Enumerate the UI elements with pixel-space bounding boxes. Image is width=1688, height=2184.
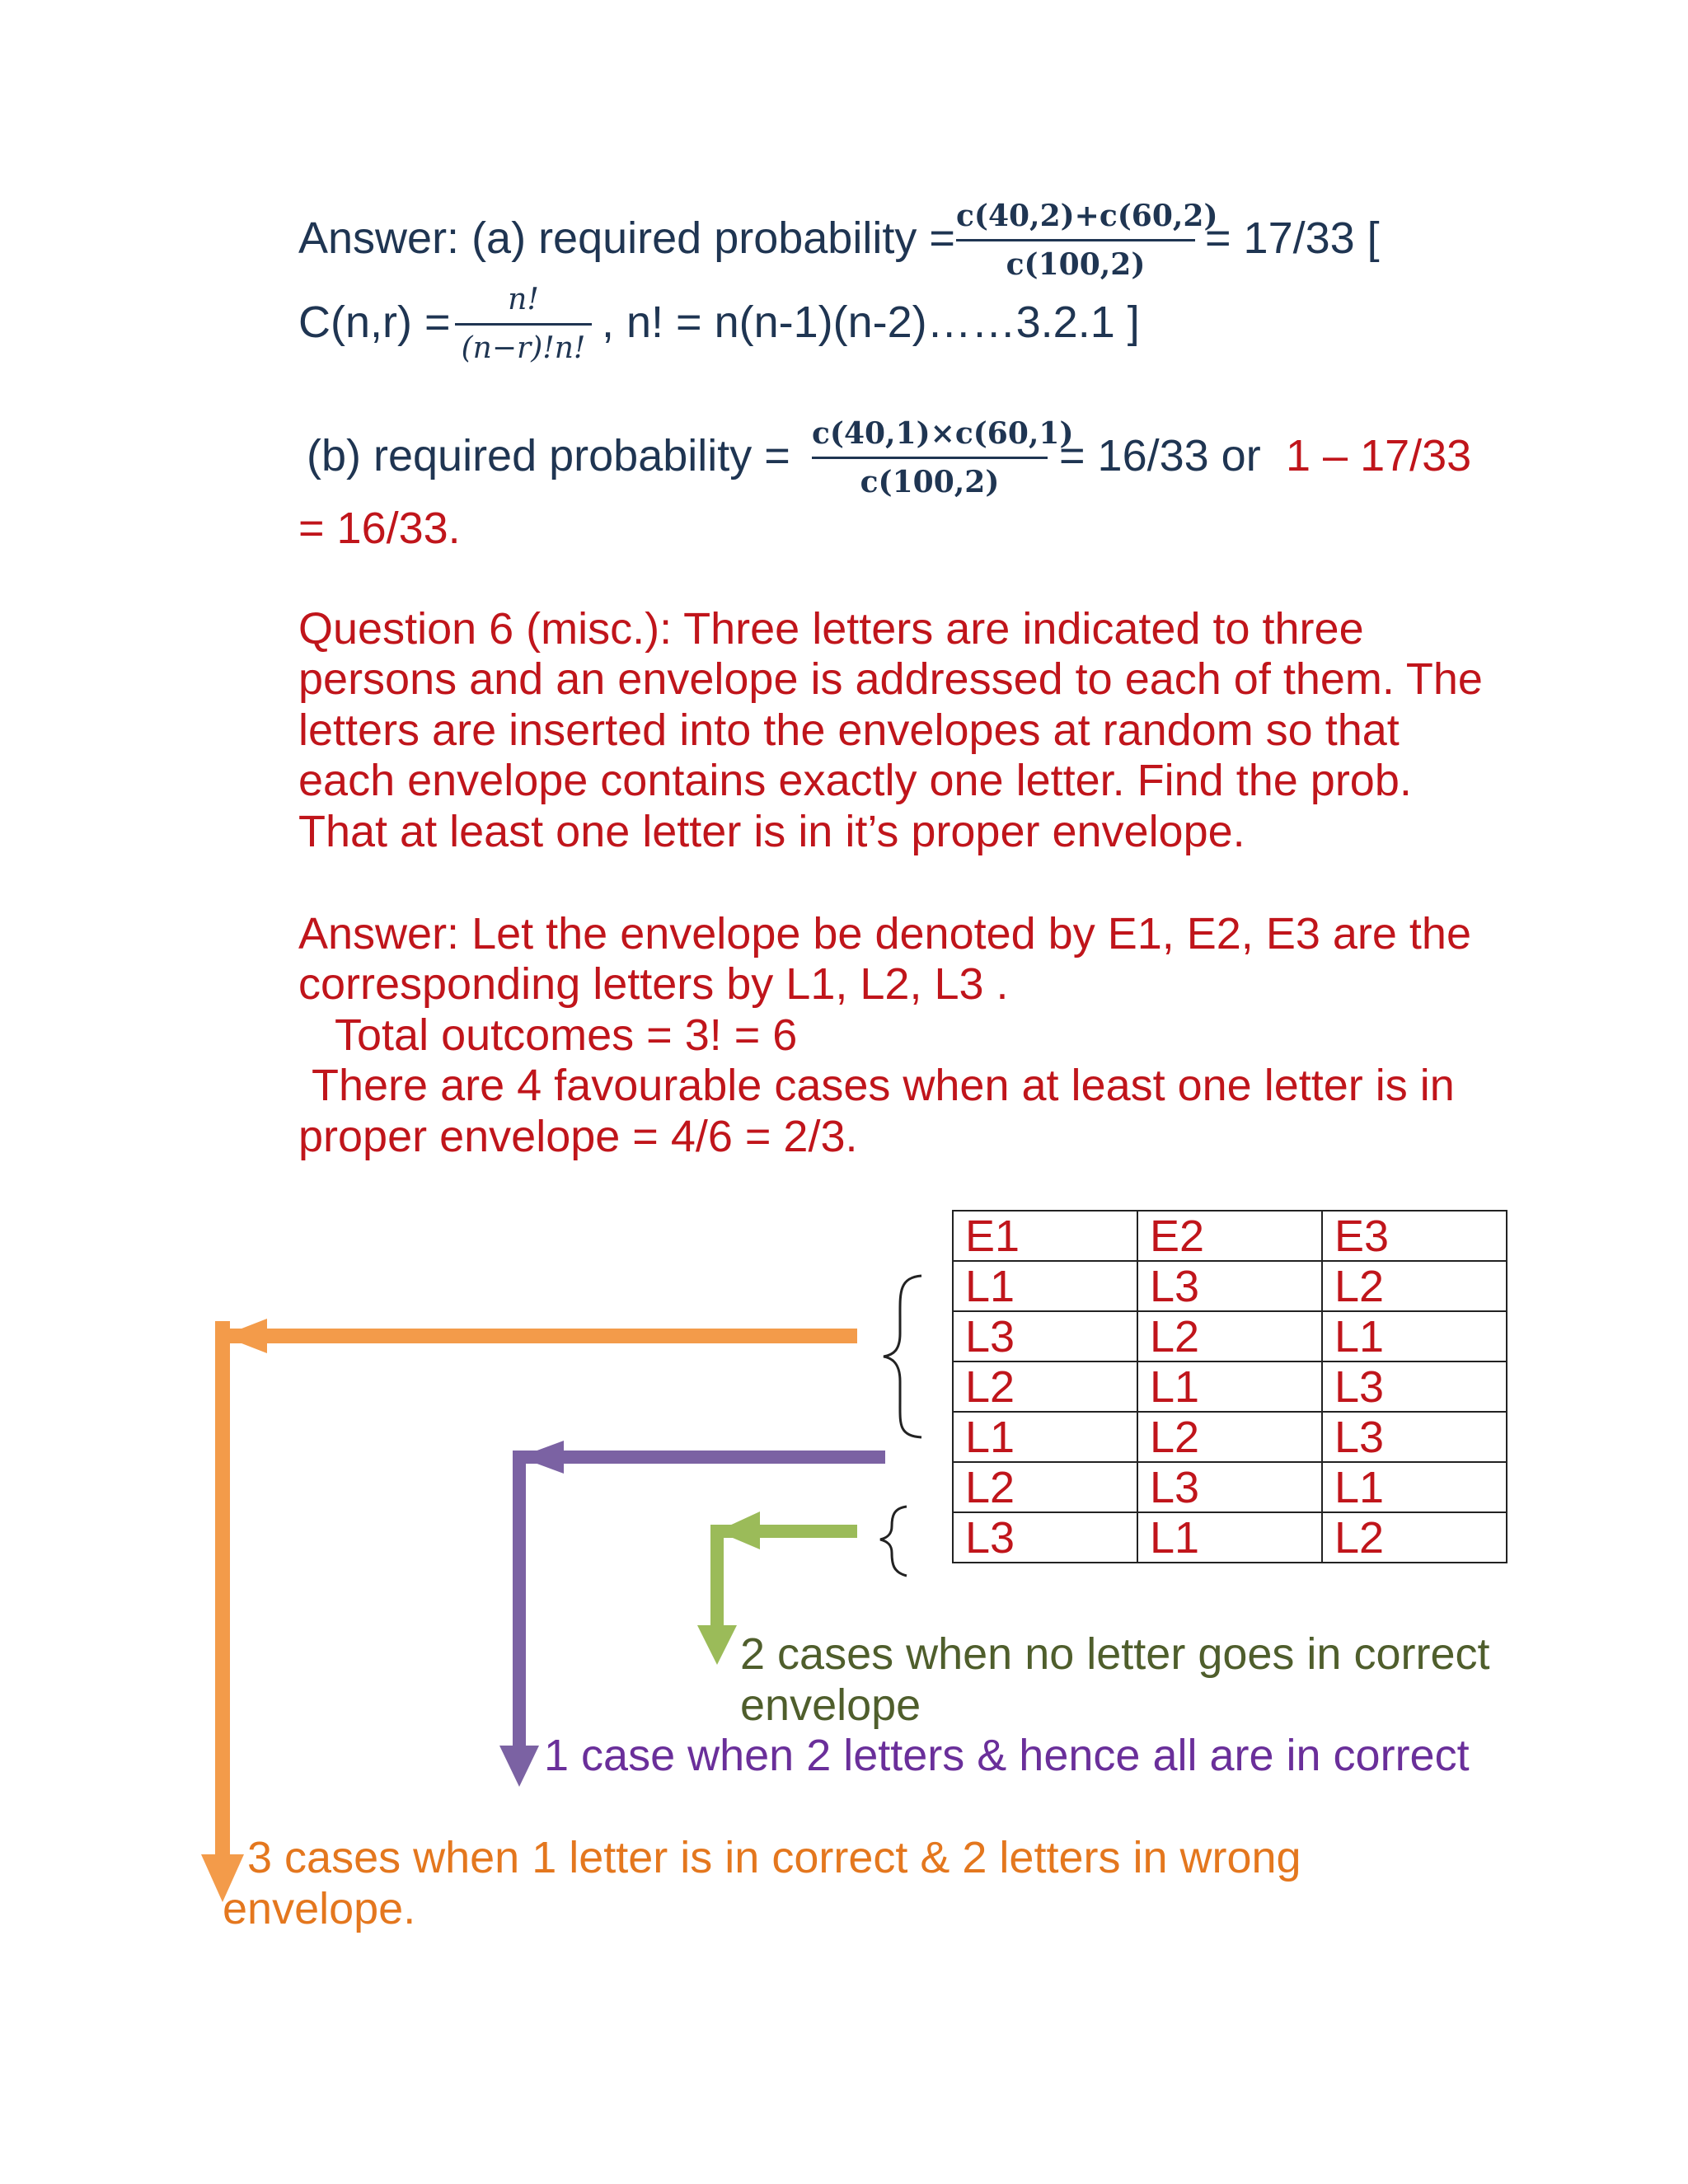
question-line: Question 6 (misc.): Three letters are indicated to three <box>298 604 1364 654</box>
answer-b-continued: = 16/33. <box>298 504 461 553</box>
curly-brace-lower <box>880 1507 907 1576</box>
table-cell: L2 <box>1137 1412 1322 1462</box>
answer-line: proper envelope = 4/6 = 2/3. <box>298 1112 858 1161</box>
curly-brace-upper <box>884 1276 921 1437</box>
answer-line: There are 4 favourable cases when at least one letter is in <box>312 1061 1455 1110</box>
answer-b-denominator: c(100,2) <box>860 465 1000 499</box>
table-cell: L3 <box>953 1311 1137 1361</box>
factorial-definition: , n! = n(n-1)(n-2)……3.2.1 ] <box>602 298 1140 347</box>
table-cell: L3 <box>953 1512 1137 1563</box>
green-annotation-line1: 2 cases when no letter goes in correct <box>740 1629 1490 1679</box>
table-cell: L2 <box>1322 1261 1507 1311</box>
cnr-label: C(n,r) = <box>298 298 451 347</box>
green-annotation-line2: envelope <box>740 1680 921 1730</box>
answer-line: Total outcomes = 3! = 6 <box>335 1010 798 1060</box>
table-header-cell: E1 <box>953 1211 1137 1261</box>
table-cell: L2 <box>1322 1512 1507 1563</box>
answer-line: Answer: Let the envelope be denoted by E1, E2, E3 are the <box>298 909 1471 958</box>
table-cell: L1 <box>953 1261 1137 1311</box>
answer-a-numerator: c(40,2)+c(60,2) <box>956 199 1218 233</box>
orange-annotation-line1: 3 cases when 1 letter is in correct & 2 letters in wrong <box>247 1833 1301 1882</box>
answer-b-prefix: (b) required probability = <box>307 431 790 480</box>
question-line: letters are inserted into the envelopes at random so that <box>298 705 1400 755</box>
answer-b-suffix: = 16/33 or <box>1059 431 1261 480</box>
table-cell: L2 <box>953 1462 1137 1512</box>
question-line: persons and an envelope is addressed to each of them. The <box>298 654 1483 704</box>
table-cell: L2 <box>953 1361 1137 1412</box>
answer-b-alt: 1 – 17/33 <box>1286 431 1472 480</box>
answer-b-numerator: c(40,1)×c(60,1) <box>812 416 1074 451</box>
cnr-denominator: (n−r)!n! <box>461 331 586 365</box>
table-cell: L2 <box>1137 1311 1322 1361</box>
answer-a-suffix: = 17/33 [ <box>1205 213 1380 263</box>
table-cell: L1 <box>1137 1512 1322 1563</box>
orange-annotation-line2: envelope. <box>223 1884 416 1933</box>
cnr-numerator: n! <box>508 283 539 316</box>
table-header-cell: E2 <box>1137 1211 1322 1261</box>
table-cell: L1 <box>1137 1361 1322 1412</box>
question-line: each envelope contains exactly one letter. Find the prob. <box>298 756 1412 805</box>
table-cell: L1 <box>1322 1311 1507 1361</box>
table-cell: L1 <box>1322 1462 1507 1512</box>
table-cell: L3 <box>1322 1361 1507 1412</box>
answer-a-prefix: Answer: (a) required probability = <box>298 213 955 263</box>
question-line: That at least one letter is in it’s proper envelope. <box>298 807 1245 856</box>
table-cell: L3 <box>1137 1261 1322 1311</box>
orange-arrow <box>201 1319 857 1902</box>
answer-a-denominator: c(100,2) <box>1006 247 1146 282</box>
purple-annotation: 1 case when 2 letters & hence all are in correct <box>544 1731 1470 1780</box>
table-header-cell: E3 <box>1322 1211 1507 1261</box>
table-cell: L3 <box>1137 1462 1322 1512</box>
answer-line: corresponding letters by L1, L2, L3 . <box>298 959 1009 1009</box>
table-cell: L1 <box>953 1412 1137 1462</box>
table-cell: L3 <box>1322 1412 1507 1462</box>
